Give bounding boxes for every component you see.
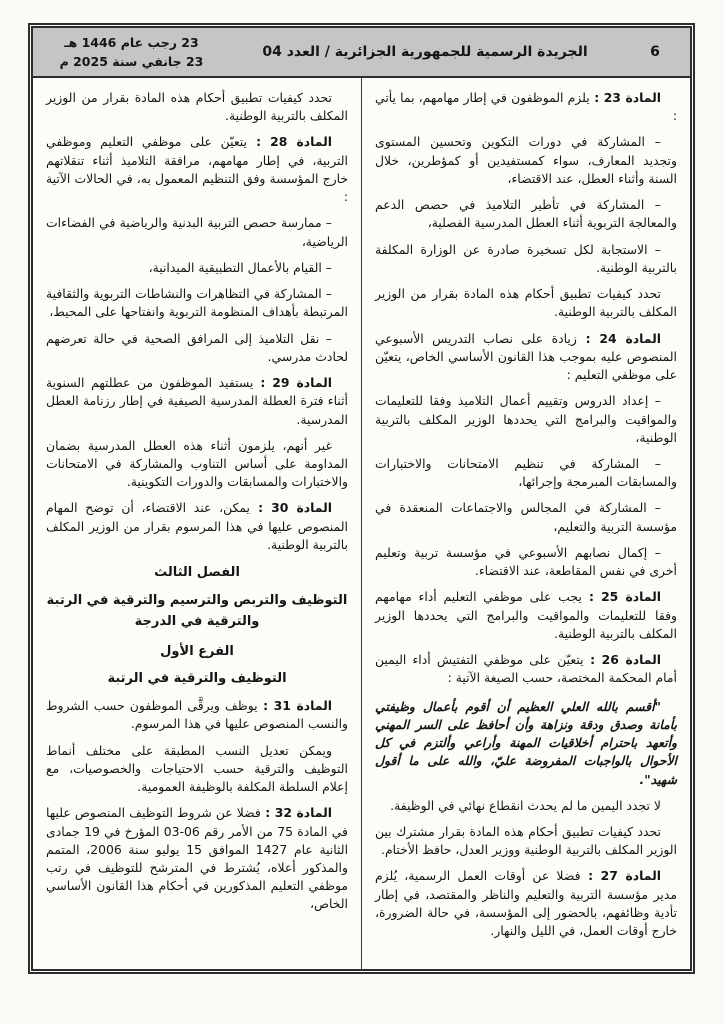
article-paragraph: المادة 32 : فضلا عن شروط التوظيف المنصوص عليها في المادة 75 من الأمر رقم 06-03 المؤرخ في 19 جمادى الثانية عام 1427 الموافق 15 يوليو سنة 2006، المتمم والمذكور أعلاه، يُشترط في المترشح للتوظيف في رتب موظفي التعليم المذكورين في أحكام هذا القانون الأساسي الخاص، xyxy=(46,805,349,912)
article-paragraph: المادة 29 : يستفيد الموظفون من عطلتهم السنوية أثناء فترة العطلة المدرسية الصيفية في إطار رزنامة العطل المدرسية. xyxy=(46,375,348,427)
paragraph: تحدد كيفيات تطبيق أحكام هذه المادة بقرار من الوزير المكلف بالتربية الوطنية. xyxy=(46,90,348,124)
column-left xyxy=(33,78,361,969)
article-number: المادة 27 : xyxy=(580,868,661,884)
date-hijri: 23 رجب عام 1446 هـ xyxy=(64,34,199,50)
list-item: – الاستجابة لكل تسخيرة صادرة عن الوزارة المكلفة بالتربية الوطنية. xyxy=(375,241,677,275)
article-paragraph: المادة 31 : يوظف ويرقَّى الموظفون حسب الشروط والنسب المنصوص عليها في هذا المرسوم. xyxy=(46,698,348,732)
article-paragraph: المادة 25 : يجب على موظفي التعليم أداء مهامهم وفقا للتعليمات والمواقيت والبرامج التي يحددها الوزير المكلف بالتربية الوطنية. xyxy=(375,589,677,641)
column-right xyxy=(362,78,690,969)
article-number: المادة 26 : xyxy=(583,652,661,668)
article-paragraph: المادة 27 : فضلا عن أوقات العمل الرسمية، يُلزم مدير مؤسسة التربية والتعليم والناظر والمقتصد، في إطار تأدية وظائفهم، بالحضور إلى المؤسسة، في حالة الضرورة، خارج أوقات العمل، في الليل والنهار. xyxy=(375,868,677,939)
page-header xyxy=(33,28,690,78)
list-item: – المشاركة في تأطير التلاميذ في حصص الدعم والمعالجة التربوية أثناء العطل المدرسية الفصلية، xyxy=(375,197,677,231)
article-number: المادة 23 : xyxy=(589,90,661,105)
article-number: المادة 32 : xyxy=(260,805,332,821)
page-frame xyxy=(28,23,695,974)
paragraph: غير أنهم، يلزمون أثناء هذه العطل المدرسية بضمان المداومة على أساس التناوب والمشاركة في الامتحانات والاختبارات والمسابقات والدورات التكوينية. xyxy=(46,437,348,490)
header-dates xyxy=(39,33,224,72)
date-gregorian: 23 جانفي سنة 2025 م xyxy=(59,54,204,69)
list-item: – المشاركة في المجالس والاجتماعات المنعقدة في مؤسسة التربية والتعليم، xyxy=(375,500,677,534)
oath-text: "أقسم بالله العلي العظيم أن أقوم بأعمال وظيفتي بأمانة وصدق ودقة ونزاهة وأن أحافظ على السر المهني وأتعهد باحترام أخلاقيات المهنة وأراعي وألتزم في كل الأحوال بالواجبات المفروضة عليّ، والله على ما أقول شهيد". xyxy=(375,698,677,787)
section-heading: التوظيف والتربص والترسيم والترقية في الرتبة والترقية في الدرجة xyxy=(46,592,348,629)
list-item: – المشاركة في تنظيم الامتحانات والاختبارات والمسابقات المبرمجة وإجرائها، xyxy=(375,455,677,490)
list-item: – القيام بالأعمال التطبيقية الميدانية، xyxy=(148,259,332,275)
article-number: المادة 29 : xyxy=(253,375,332,391)
article-number: المادة 30 : xyxy=(250,500,333,516)
page-body xyxy=(33,78,690,969)
list-item: – إعداد الدروس وتقييم أعمال التلاميذ وفقا للتعليمات والمواقيت والبرامج التي يحددها الوزير المكلف بالتربية الوطنية، xyxy=(375,393,677,445)
section-heading: التوظيف والترقية في الرتبة xyxy=(107,671,287,687)
article-number: المادة 28 : xyxy=(246,134,332,150)
article-number: المادة 25 : xyxy=(581,589,661,605)
page-number: 6 xyxy=(650,44,660,60)
paragraph: لا تجدد اليمين ما لم يحدث انقطاع نهائي في الوظيفة. xyxy=(390,797,661,813)
paragraph: تحدد كيفيات تطبيق أحكام هذه المادة بقرار من الوزير المكلف بالتربية الوطنية. xyxy=(375,286,677,320)
list-item: – ممارسة حصص التربية البدنية والرياضية في الفضاءات الرياضية، xyxy=(46,215,348,249)
article-paragraph: المادة 24 : زيادة على نصاب التدريس الأسبوعي المنصوص عليه بموجب هذا القانون الأساسي الخاص، يتعيّن على موظفي التعليم : xyxy=(375,330,677,383)
article-number: المادة 31 : xyxy=(257,698,332,714)
list-item: – إكمال نصابهم الأسبوعي في مؤسسة تربية وتعليم أخرى في نفس المقاطعة، عند الاقتضاء. xyxy=(375,544,677,579)
column-divider xyxy=(361,78,362,969)
list-item: – المشاركة في التظاهرات والنشاطات التربوية والثقافية المرتبطة بأهداف المنظومة التربوية وانفتاحها على المحيط، xyxy=(46,286,348,320)
list-item: – المشاركة في دورات التكوين وتحسين المستوى وتجديد المعارف، سواء كمستفيدين أو كمؤطرين، خلال السنة وأثناء العطل، عند الاقتضاء، xyxy=(375,134,677,186)
paragraph: ويمكن تعديل النسب المطبقة على مختلف أنماط التوظيف والترقية حسب الاحتياجات والخصوصيات، مع إعلام السلطة المكلفة بالوظيفة العمومية. xyxy=(46,742,348,795)
article-number: المادة 24 : xyxy=(576,330,661,346)
article-paragraph: المادة 30 : يمكن، عند الاقتضاء، أن توضح المهام المنصوص عليها في هذا المرسوم بقرار من الوزير المكلف بالتربية الوطنية. xyxy=(46,500,348,552)
list-item: – نقل التلاميذ إلى المرافق الصحية في حالة تعرضهم لحادث مدرسي. xyxy=(46,330,348,364)
section-heading: الفصل الثالث xyxy=(154,565,240,581)
article-paragraph: المادة 26 : يتعيّن على موظفي التفتيش أداء اليمين أمام المحكمة المختصة، حسب الصيغة الآتية : xyxy=(375,652,677,686)
paragraph: تحدد كيفيات تطبيق أحكام هذه المادة بقرار مشترك بين الوزير المكلف بالتربية الوطنية ووزير العدل، حافظ الأختام. xyxy=(375,823,677,858)
article-paragraph: المادة 28 : يتعيّن على موظفي التعليم وموظفي التربية، في إطار مهامهم، مرافقة التلاميذ أثناء تنقلاتهم خارج المؤسسة وفق التنظيم المعمول به، في الحالات الآتية : xyxy=(46,134,348,205)
journal-title: الجريدة الرسمية للجمهورية الجزائرية / العدد 04 xyxy=(262,44,588,60)
article-paragraph: المادة 23 : يلزم الموظفون في إطار مهامهم، بما يأتي : xyxy=(375,90,677,124)
section-heading: الفرع الأول xyxy=(160,643,234,659)
